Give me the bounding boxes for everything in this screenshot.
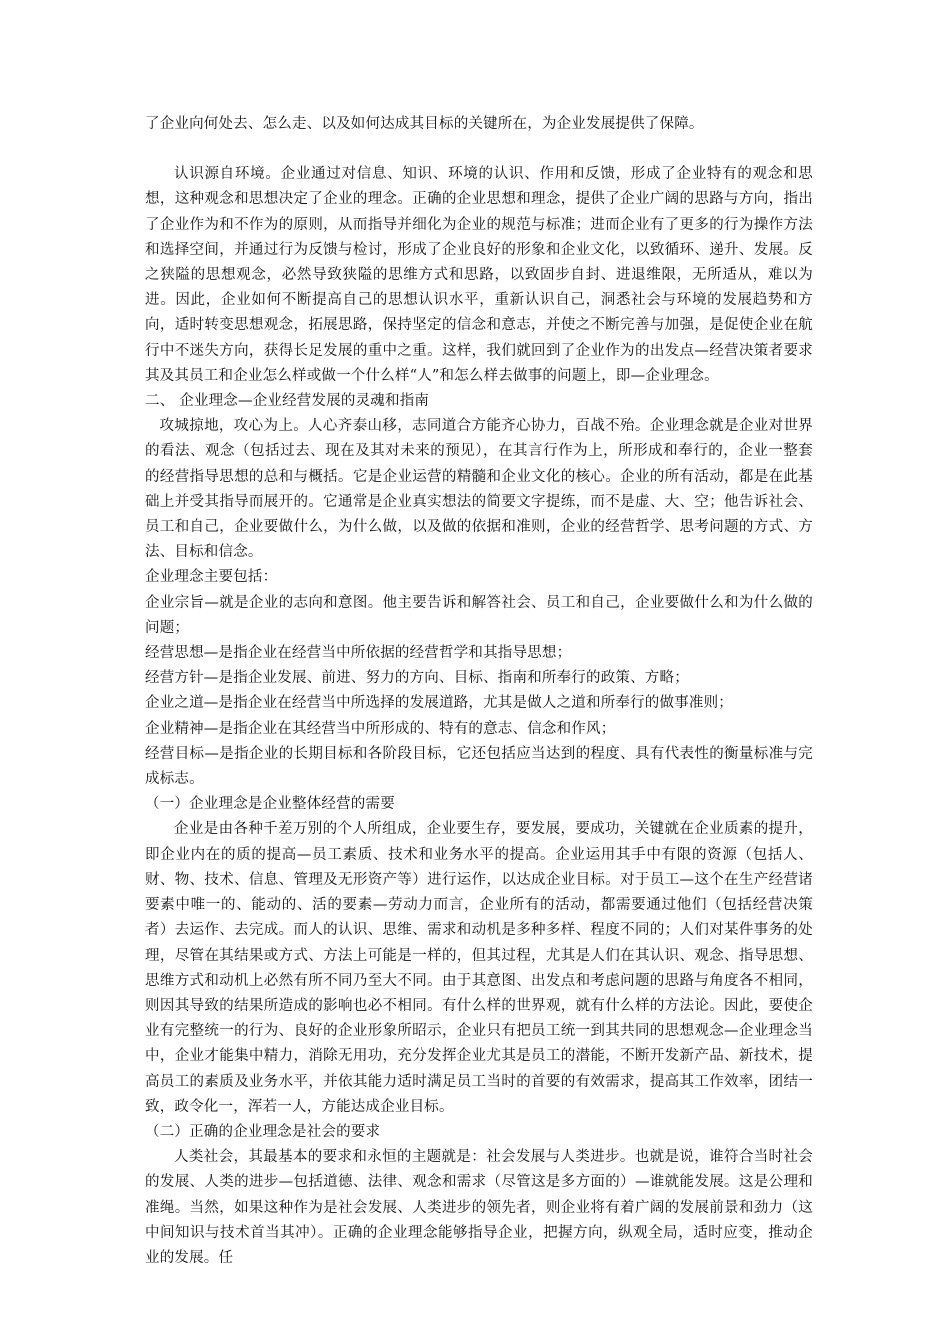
list-item-purpose: 企业宗旨—就是企业的志向和意图。他主要告诉和解答社会、员工和自己，企业要做什么和为什么做的问题；: [145, 594, 813, 636]
paragraph-gap: [145, 137, 813, 162]
list-item-goal: 经营目标—是指企业的长期目标和各阶段目标，它还包括应当达到的程度、具有代表性的衡量标准与完成标志。: [145, 745, 813, 788]
list-intro: 企业理念主要包括：: [145, 569, 278, 586]
paragraph-overall-operation: 企业是由各种千差万别的个人所组成，企业要生存，要发展，要成功，关键就在企业质素的提升，即企业内在的质的提高—员工素质、技术和业务水平的提高。企业运用其手中有限的资源（包括人、财、物、技术、信息、管理及无形资产等）进行运作，以达成企业目标。对于员工—这个在生产经营诸要素中唯一的、能动的、活的要素—劳动力而言，企业所有的活动，都需要通过他们（包括经营决策者）去运作、去完成。而人的认识、思维、需求和动机是多种多样、程度不同的；人们对某件事务的处理，尽管在其结果或方式、方法上可能是一样的，但其过程，尤其是人们在其认识、观念、指导思想、思维方式和动机上必然有所不同乃至大不同。由于其意图、出发点和考虑问题的思路与角度各不相同，则因其导致的结果所造成的影响也必不相同。有什么样的世界观，就有什么样的方法论。因此，要使企业有完整统一的行为、良好的企业形象所昭示，企业只有把员工统一到其共同的思想观念—企业理念当中，企业才能集中精力，消除无用功，充分发挥企业尤其是员工的潜能，不断开发新产品、新技术，提高员工的素质及业务水平，并依其能力适时满足员工当时的首要的有效需求，提高其工作效率，团结一致，政令化一，浑若一人，方能达成企业目标。: [145, 821, 813, 1115]
list-item-policy: 经营方针—是指企业发展、前进、努力的方向、目标、指南和所奉行的政策、方略；: [145, 670, 689, 687]
subsection-heading-1: （一）企业理念是企业整体经营的需要: [145, 796, 395, 813]
section-heading-2: 二、 企业理念—企业经营发展的灵魂和指南: [145, 393, 430, 410]
list-item-thought: 经营思想—是指企业在经营当中所依据的经营哲学和其指导思想；: [145, 645, 572, 662]
paragraph-cognition: 认识源自环境。企业通过对信息、知识、环境的认识、作用和反馈，形成了企业特有的观念和思想，这种观念和思想决定了企业的理念。正确的企业思想和理念，提供了企业广阔的思路与方向，指出了企业作为和不作为的原则，从而指导并细化为企业的规范与标准；进而企业有了更多的行为操作方法和选择空间，并通过行为反馈与检讨，形成了企业良好的形象和企业文化，以致循环、递升、发展。反之狭隘的思想观念，必然导致狭隘的思维方式和思路，以致固步自封、进退维限，无所适从，难以为进。因此，企业如何不断提高自己的思想认识水平，重新认识自己，洞悉社会与环境的发展趋势和方向，适时转变思想观念，拓展思路，保持坚定的信念和意志，并使之不断完善与加强，是促使企业在航行中不迷失方向，获得长足发展的重中之重。这样，我们就回到了企业作为的出发点—经营决策者要求其及其员工和企业怎么样或做一个什么样“人”和怎么样去做事的问题上，即—企业理念。: [145, 166, 813, 384]
list-item-spirit: 企业精神—是指企业在其经营当中所形成的、特有的意志、信念和作风；: [145, 720, 616, 737]
paragraph-enterprise-philosophy: 攻城掠地，攻心为上。人心齐泰山移，志同道合方能齐心协力，百战不殆。企业理念就是企业对世界的看法、观念（包括过去、现在及其对未来的预见），在其言行作为上，所形成和奉行的，企业一整套的经营指导思想的总和与概括。它是企业运营的精髓和企业文化的核心。企业的所有活动，都是在此基础上并受其指导而展开的。它通常是企业真实想法的简要文字提练，而不是虚、大、空；他告诉社会、员工和自己，企业要做什么，为什么做，以及做的依据和准则，企业的经营哲学、思考问题的方式、方法、目标和信念。: [145, 418, 813, 561]
list-item-way: 企业之道—是指企业在经营当中所选择的发展道路，尤其是做人之道和所奉行的做事准则；: [145, 695, 733, 712]
subsection-heading-2: （二）正确的企业理念是社会的要求: [145, 1123, 381, 1140]
paragraph-society-requirement: 人类社会，其最基本的要求和永恒的主题就是：社会发展与人类进步。也就是说，谁符合当时社会的发展、人类的进步—包括道德、法律、观念和需求（尽管这是多方面的）—谁就能发展。这是公理和准绳。当然，如果这种作为是社会发展、人类进步的领先者，则企业将有着广阔的发展前景和劲力（这中间知识与技术首当其冲）。正确的企业理念能够指导企业，把握方向，纵观全局，适时应变，推动企业的发展。任: [145, 1149, 813, 1266]
document-body: [145, 112, 813, 1271]
paragraph-continued: 了企业向何处去、怎么走、以及如何达成其目标的关键所在，为企业发展提供了保障。: [145, 116, 704, 132]
